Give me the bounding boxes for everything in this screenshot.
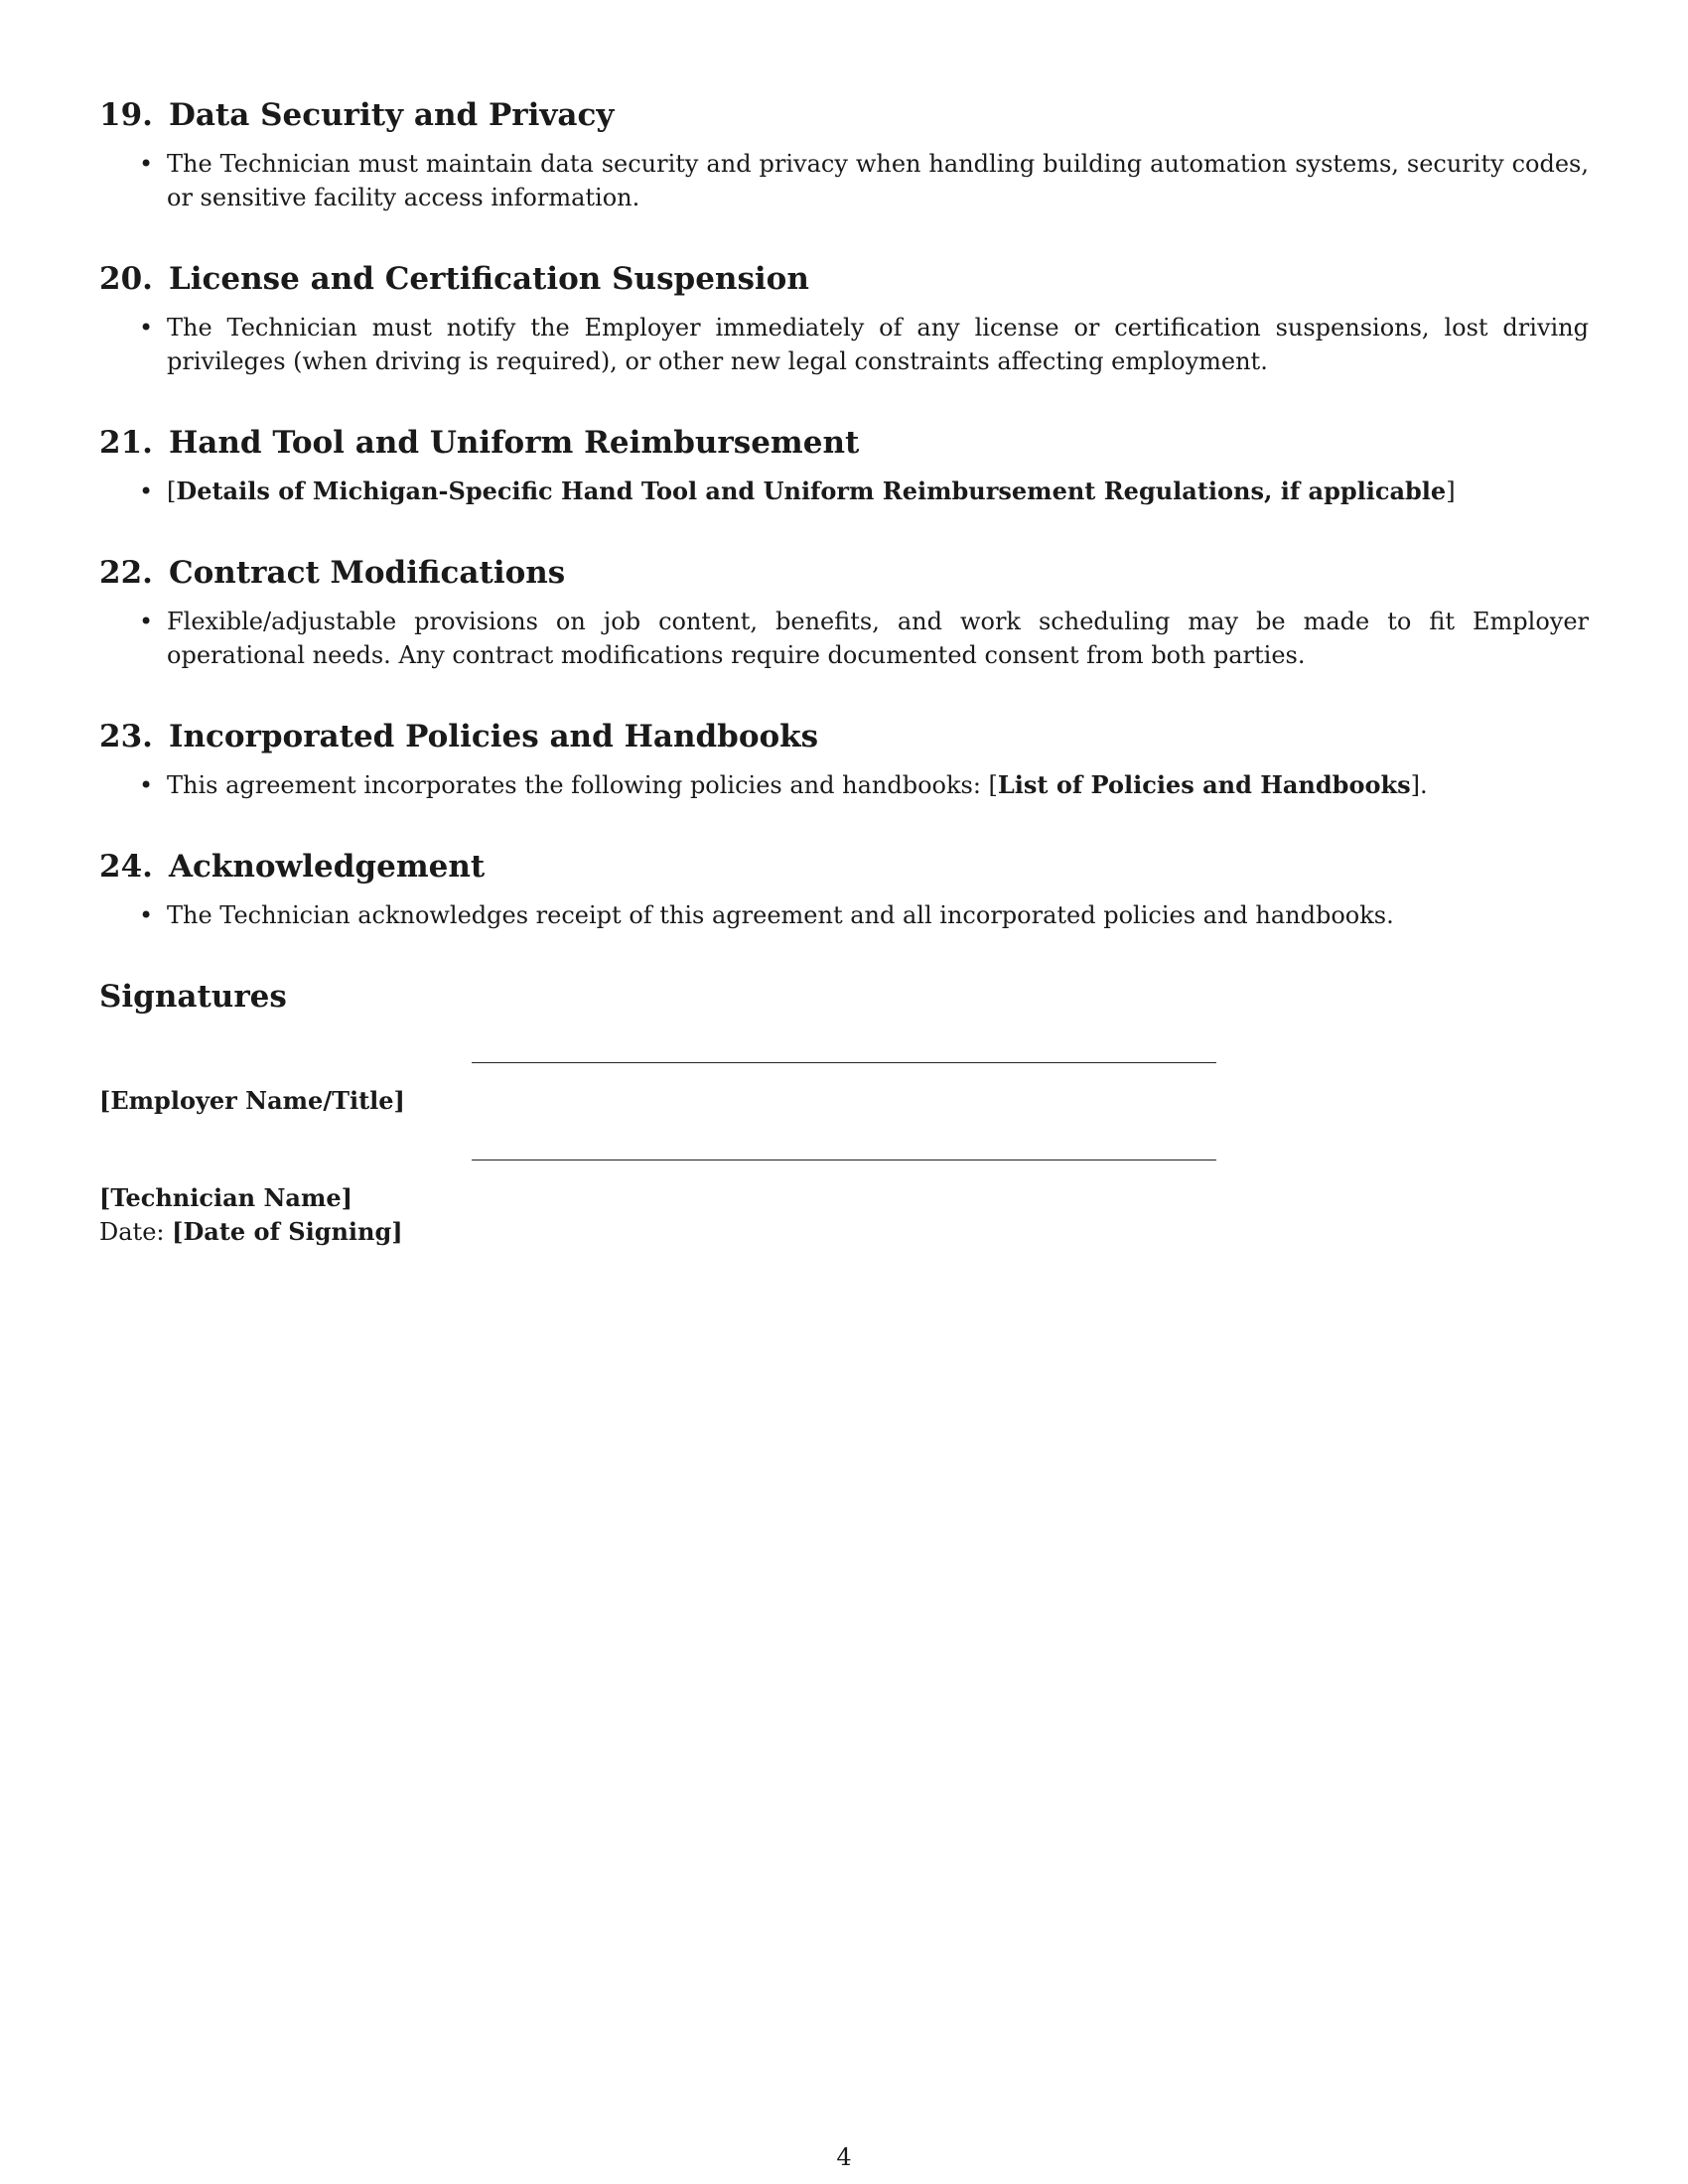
section-19 <box>99 93 1589 214</box>
bullet-suffix: ]. <box>1410 771 1428 799</box>
bullet-item <box>167 475 1589 508</box>
bullet-prefix: This agreement incorporates the following policies and handbooks: [ <box>167 771 998 799</box>
bullet-item: • The Technician must notify the Employer immediately of any license or certification suspensions, lost driving privileges (when driving is required), or other new legal constraints affecting employment. <box>167 311 1589 378</box>
section-title: Acknowledgement <box>168 849 486 885</box>
bullet-item: • The Technician must maintain data security and privacy when handling building automation systems, security codes, or sensitive facility access information. <box>167 147 1589 214</box>
bracket-close: ] <box>1446 478 1456 505</box>
page-number: 4 <box>836 2143 852 2171</box>
date-open: [ <box>172 1217 184 1246</box>
date-value: Date of Signing <box>183 1217 392 1246</box>
placeholder-tool-reimbursement: Details of Michigan-Specific Hand Tool and Uniform Reimbursement Regulations, if applicable <box>176 477 1447 505</box>
section-number: 23. <box>99 719 153 754</box>
section-21 <box>99 421 1589 508</box>
date-row <box>99 1215 1589 1249</box>
section-heading <box>99 93 1589 137</box>
technician-name-label: [Technician Name] <box>99 1183 352 1212</box>
bullet-list <box>99 475 1589 508</box>
bullet-list <box>99 898 1589 932</box>
signatures-heading: Signatures <box>99 979 287 1015</box>
section-title: License and Certification Suspension <box>168 261 809 297</box>
section-heading <box>99 257 1589 301</box>
section-22 <box>99 551 1589 672</box>
section-heading <box>99 551 1589 595</box>
bullet-item: • Flexible/adjustable provisions on job content, benefits, and work scheduling may be made to fit Employer operational needs. Any contract modifications require documented consent from both parties. <box>167 605 1589 672</box>
signatures-section <box>99 975 1589 1249</box>
bullet-list <box>99 311 1589 378</box>
employer-signature-line[interactable] <box>472 1062 1216 1063</box>
employer-signature-block <box>99 1019 1589 1116</box>
bullet-list <box>99 768 1589 802</box>
section-24 <box>99 845 1589 932</box>
bullet-item <box>167 768 1589 802</box>
section-number: 24. <box>99 849 153 885</box>
section-title: Contract Modifications <box>168 555 566 591</box>
section-heading <box>99 845 1589 888</box>
section-title: Data Security and Privacy <box>168 97 615 133</box>
section-number: 19. <box>99 97 153 133</box>
bracket-open: [ <box>167 478 177 505</box>
bullet-item: • The Technician acknowledges receipt of this agreement and all incorporated policies and handbooks. <box>167 898 1589 932</box>
section-number: 22. <box>99 555 153 591</box>
section-20 <box>99 257 1589 378</box>
technician-signature-block <box>99 1116 1589 1213</box>
document-page <box>99 93 1589 1249</box>
employer-name-label: [Employer Name/Title] <box>99 1086 405 1115</box>
section-number: 20. <box>99 261 153 297</box>
section-23 <box>99 715 1589 802</box>
section-heading <box>99 421 1589 465</box>
date-close: ] <box>391 1217 403 1246</box>
date-label: Date: <box>99 1218 173 1246</box>
section-title: Incorporated Policies and Handbooks <box>168 719 819 754</box>
section-number: 21. <box>99 425 153 461</box>
bullet-list <box>99 605 1589 672</box>
bullet-list <box>99 147 1589 214</box>
placeholder-policies-list: List of Policies and Handbooks <box>997 770 1411 799</box>
section-title: Hand Tool and Uniform Reimbursement <box>168 425 860 461</box>
section-heading <box>99 715 1589 758</box>
